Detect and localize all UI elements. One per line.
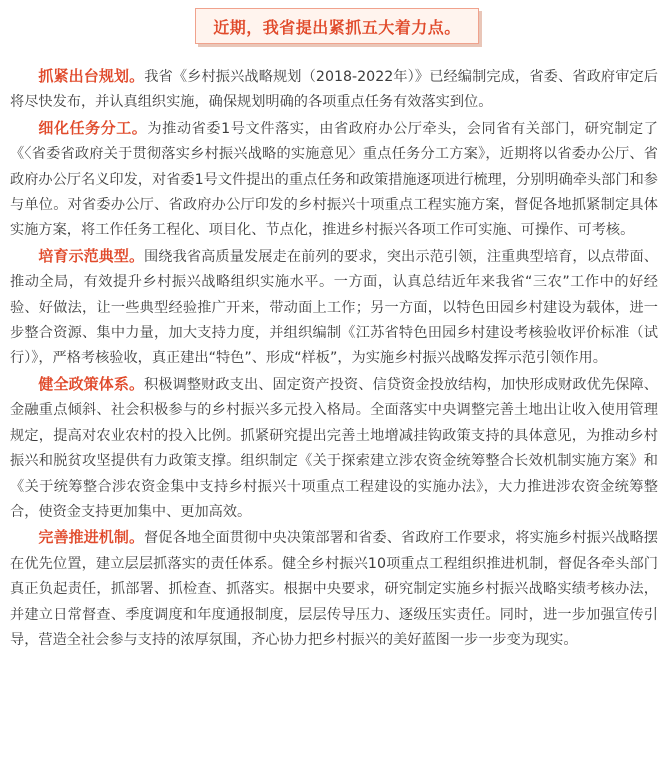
paragraph-lead: 细化任务分工。: [38, 118, 148, 137]
paragraph-lead: 完善推进机制。: [38, 528, 145, 547]
paragraph-policy: [10, 372, 658, 525]
paragraph-lead: 培育示范典型。: [38, 246, 145, 265]
paragraph-lead: 健全政策体系。: [38, 374, 145, 393]
paragraph-lead: 抓紧出台规划。: [38, 67, 145, 85]
paragraph-text: 积极调整财政支出、固定资产投资、信贷资金投放结构，加快形成财政优先保障、金融重点倾斜、社会积极参与的乡村振兴多元投入格局。全面落实中央调整完善土地出让收入使用管理规定，提高对农业农村的投入比例。抓紧研究提出完善土地增减挂钩政策支持的具体意见，为推动乡村振兴和脱贫攻坚提供有力政策支撑。组织制定《关于探索建立涉农资金统筹整合长效机制实施方案》和《关于统筹整合涉农资金集中支持乡村振兴十项重点工程建设的实施办法》，大力推进涉农资金统筹整合，使资金支持更加集中、更加高效。: [10, 376, 658, 520]
paragraph-tasks: [10, 116, 658, 244]
paragraph-plan: [10, 64, 658, 116]
article-body: [10, 64, 658, 653]
paragraph-mechanism: [10, 525, 658, 653]
header-banner: [0, 8, 668, 48]
paragraph-text: 为推动省委1号文件落实，由省政府办公厅牵头，会同省有关部门，研究制定了《〈省委省政府关于贯彻落实乡村振兴战略的实施意见〉重点任务分工方案》，近期将以省委办公厅、省政府办公厅名义印发，对省委1号文件提出的重点任务和政策措施逐项进行梳理，分别明确牵头部门和参与单位。对省委办公厅、省政府办公厅印发的乡村振兴十项重点工程实施方案，督促各地抓紧制定具体实施方案，将工作任务工程化、项目化、节点化，推进乡村振兴各项工作可实施、可操作、可考核。: [10, 120, 658, 239]
header-title: 近期，我省提出紧抓五大着力点。: [195, 8, 479, 44]
paragraph-text: 我省《乡村振兴战略规划（2018-2022年）》已经编制完成，省委、省政府审定后将尽快发布，并认真组织实施，确保规划明确的各项重点任务有效落实到位。: [10, 69, 658, 111]
paragraph-text: 围绕我省高质量发展走在前列的要求，突出示范引领，注重典型培育，以点带面、推动全局，有效提升乡村振兴战略组织实施水平。一方面，认真总结近年来我省“三农”工作中的好经验、好做法，让一些典型经验推广开来，带动面上工作；另一方面，以特色田园乡村建设为载体，进一步整合资源、集中力量，加大支持力度，并组织编制《江苏省特色田园乡村建设考核验收评价标准（试行）》，严格考核验收，真正建出“特色”、形成“样板”，为实施乡村振兴战略发挥示范引领作用。: [10, 248, 658, 367]
paragraph-demonstration: [10, 244, 658, 372]
paragraph-text: 督促各地全面贯彻中央决策部署和省委、省政府工作要求，将实施乡村振兴战略摆在优先位置，建立层层抓落实的责任体系。健全乡村振兴10项重点工程组织推进机制，督促各牵头部门真正负起责任，抓部署、抓检查、抓落实。根据中央要求，研究制定实施乡村振兴战略实绩考核办法，并建立日常督查、季度调度和年度通报制度，层层传导压力、逐级压实责任。同时，进一步加强宣传引导，营造全社会参与支持的浓厚氛围，齐心协力把乡村振兴的美好蓝图一步一步变为现实。: [10, 530, 658, 648]
